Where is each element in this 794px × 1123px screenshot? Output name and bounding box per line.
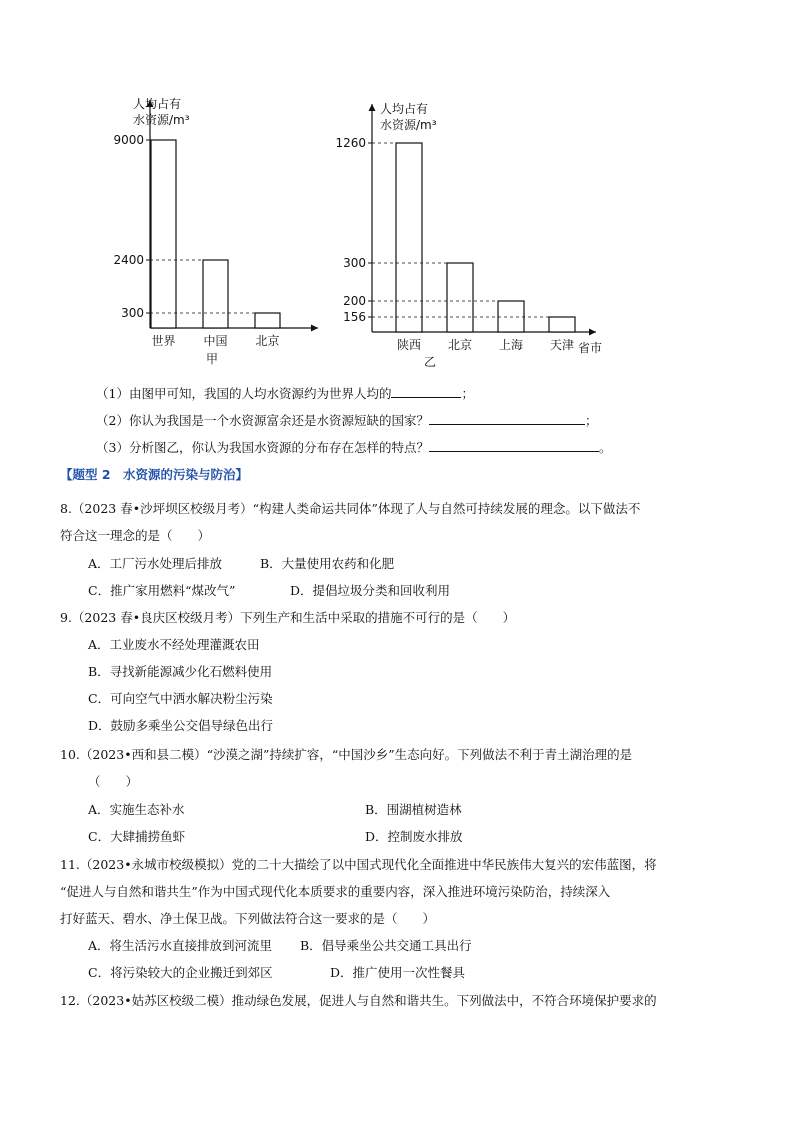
q10-option-d[interactable]: D．控制废水排放 [365,829,463,844]
q8-option-a[interactable]: A．工厂污水处理后排放 [88,556,223,571]
charts-area [0,0,794,380]
question-2 [96,412,597,430]
chart-yi [335,101,602,369]
y-axis-label-line2: 水资源/m³ [133,113,190,127]
q8-option-c[interactable]: C．推广家用燃料“煤改气” [88,583,236,598]
q11-option-a[interactable]: A．将生活污水直接排放到河流里 [88,938,273,953]
q12-stem-line1: 12.（2023•姑苏区校级二模）推动绿色发展，促进人与自然和谐共生。下列做法中，不符合环境保护要求的 [60,993,657,1008]
y-tick-label: 156 [343,310,366,324]
x-tick-label: 北京 [447,338,473,352]
y-axis-label-line1: 人均占有 [380,102,429,116]
y-tick-label: 9000 [113,133,144,147]
q2-punct: ； [584,413,598,428]
y-tick-label: 2400 [113,253,144,267]
q10-stem-line1: 10.（2023•西和县二模）“沙漠之湖”持续扩容，“中国沙乡”生态向好。下列做法不利于青土湖治理的是 [60,747,633,762]
q9-option-a[interactable]: A．工业废水不经处理灌溉农田 [88,637,260,652]
q9-stem: 9.（2023 春•良庆区校级月考）下列生产和生活中采取的措施不可行的是（ ） [60,610,516,625]
q11-stem-line3: 打好蓝天、碧水、净土保卫战。下列做法符合这一要求的是（ ） [60,911,436,926]
x-tick-label: 天津 [549,338,575,352]
q1-punct: ； [461,386,474,401]
x-tick-label: 北京 [255,334,280,348]
x-tick-label: 中国 [203,334,228,348]
question-3 [96,439,611,457]
q10-stem-line2: （ ） [88,774,139,789]
q11-stem-line1: 11.（2023•永城市校级模拟）党的二十大描绘了以中国式现代化全面推进中华民族伟大复兴的宏伟蓝图，将 [60,857,657,872]
y-tick-label: 300 [343,256,366,270]
y-tick-label: 200 [343,294,366,308]
y-tick-label: 1260 [335,136,366,150]
q11-option-d[interactable]: D．推广使用一次性餐具 [330,965,466,980]
q11-option-c[interactable]: C．将污染较大的企业搬迁到郊区 [88,965,273,980]
answer-blank-1[interactable] [391,385,461,398]
answer-blank-2[interactable] [429,412,585,425]
question-1 [96,385,474,403]
q8-stem-line1: 8.（2023 春•沙坪坝区校级月考）“构建人类命运共同体”体现了人与自然可持续发展的理念。以下做法不 [60,501,641,516]
q9-option-c[interactable]: C．可向空气中洒水解决粉尘污染 [88,691,273,706]
question-3-text: （3）分析图乙，你认为我国水资源的分布存在怎样的特点？ [96,440,429,455]
bar [203,260,228,328]
section-heading: 【题型 2 水资源的污染与防治】 [60,467,249,482]
y-axis-label-line2: 水资源/m³ [380,118,437,132]
q8-option-d[interactable]: D．提倡垃圾分类和回收利用 [290,583,451,598]
x-tick-label: 世界 [151,334,176,348]
q8-option-b[interactable]: B．大量使用农药和化肥 [260,556,395,571]
q11-stem-line2: “促进人与自然和谐共生”作为中国式现代化本质要求的重要内容，深入推进环境污染防治，持续深入 [60,884,611,899]
bar [498,301,524,332]
bar [151,140,176,328]
chart-caption: 甲 [205,352,219,366]
answer-blank-3[interactable] [429,439,599,452]
bar [447,263,473,332]
chart-jia [113,96,318,366]
x-tick-label: 上海 [498,338,524,352]
question-2-text: （2）你认为我国是一个水资源富余还是水资源短缺的国家？ [96,413,429,428]
y-axis-label-line1: 人均占有 [133,97,182,111]
x-tick-label: 陕西 [396,338,422,352]
bar [549,317,575,332]
y-tick-label: 300 [121,306,144,320]
bar [396,143,422,332]
q9-option-b[interactable]: B．寻找新能源减少化石燃料使用 [88,664,273,679]
q10-option-c[interactable]: C．大肆捕捞鱼虾 [88,829,186,844]
bar-charts [0,0,794,380]
bar [255,313,280,328]
question-1-text: （1）由图甲可知，我国的人均水资源约为世界人均的 [96,386,392,401]
q3-punct: 。 [598,440,612,455]
q10-option-a[interactable]: A．实施生态补水 [88,802,185,817]
chart-caption: 乙 [423,355,437,369]
x-axis-label: 省市 [578,341,603,355]
q11-option-b[interactable]: B．倡导乘坐公共交通工具出行 [300,938,472,953]
q10-option-b[interactable]: B．围湖植树造林 [365,802,462,817]
q8-stem-line2: 符合这一理念的是（ ） [60,528,211,543]
q9-option-d[interactable]: D．鼓励多乘坐公交倡导绿色出行 [88,718,274,733]
